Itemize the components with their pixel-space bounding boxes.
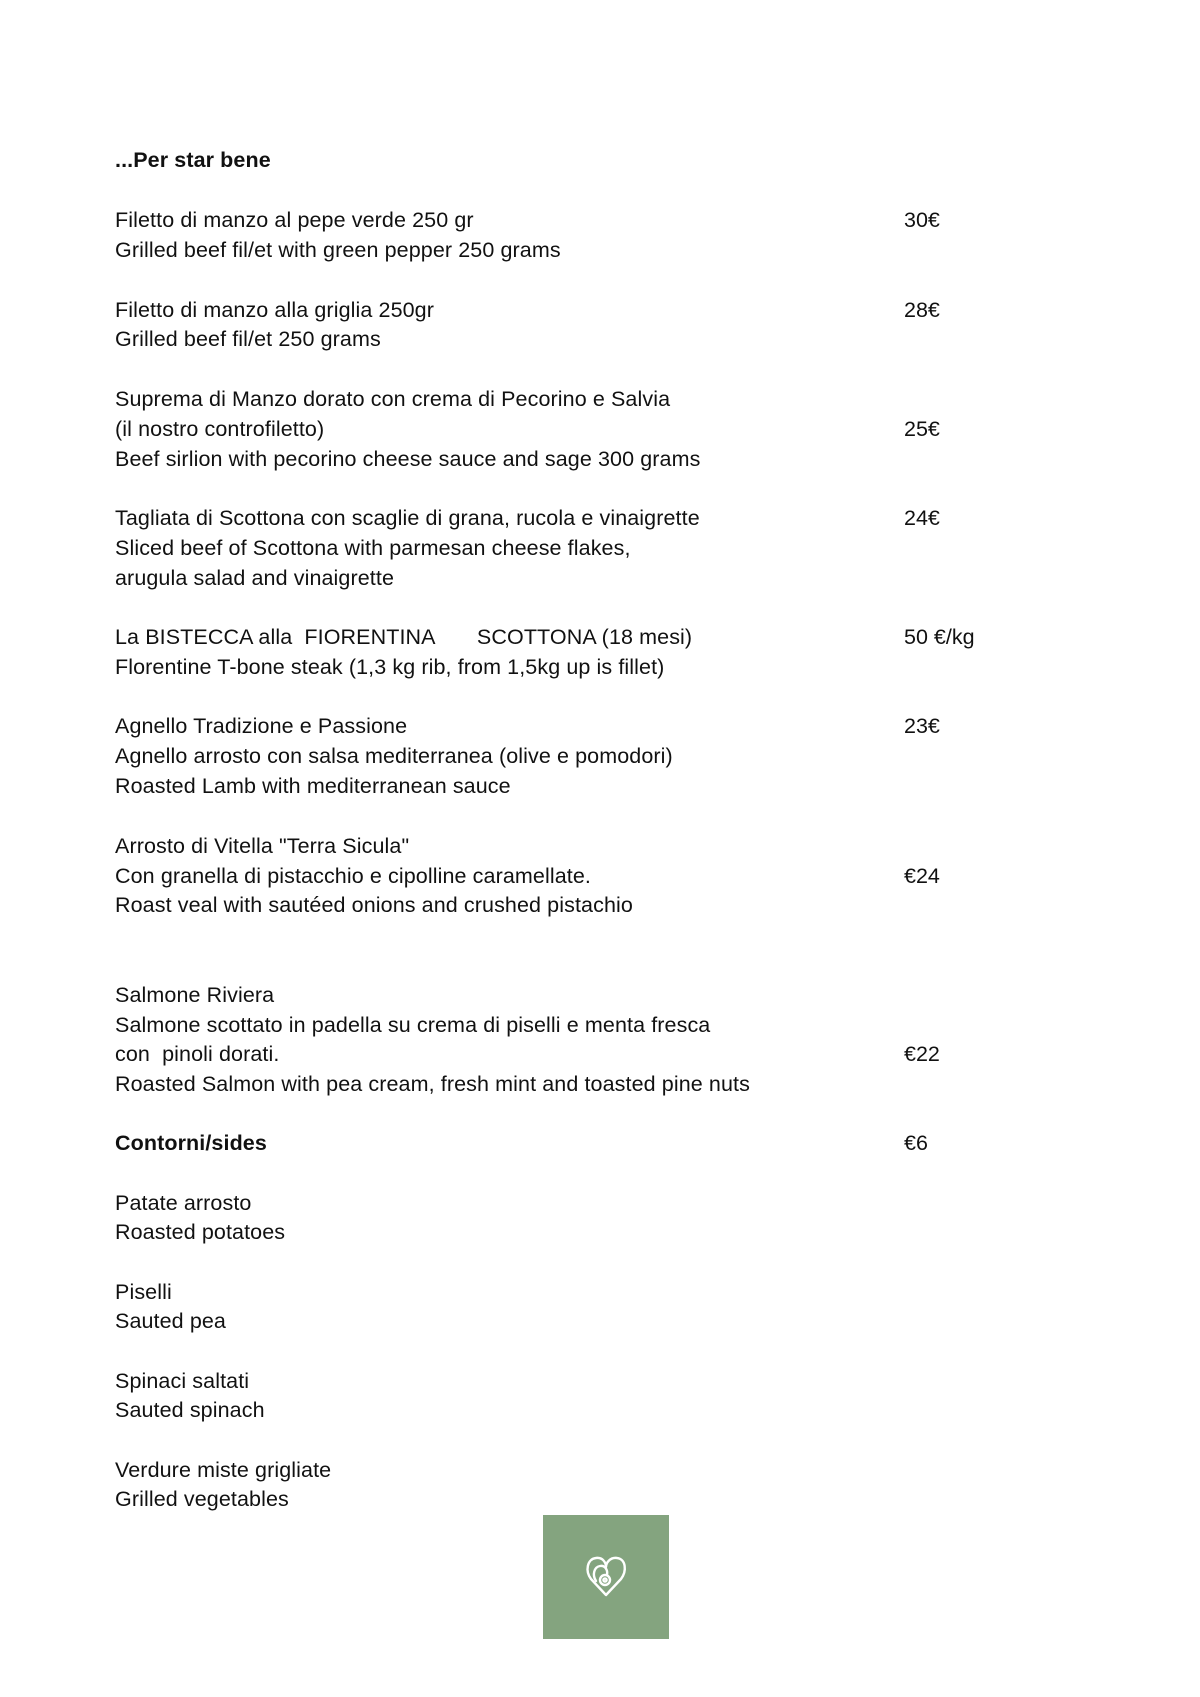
side-translation: Grilled vegetables xyxy=(115,1487,289,1511)
heart-swirl-logo-icon xyxy=(581,1553,631,1601)
item-description: Salmone scottato in padella su crema di piselli e menta fresca xyxy=(115,1013,711,1037)
item-name: Filetto di manzo al pepe verde 250 gr xyxy=(115,208,474,232)
item-description: Beef sirlion with pecorino cheese sauce and sage 300 grams xyxy=(115,447,701,471)
item-price: 50 €/kg xyxy=(904,625,975,649)
item-price: 28€ xyxy=(904,298,940,322)
item-description: Roasted Lamb with mediterranean sauce xyxy=(115,774,511,798)
item-description: Con granella di pistacchio e cipolline caramellate. xyxy=(115,864,591,888)
logo-box xyxy=(543,1515,669,1639)
item-price: 24€ xyxy=(904,506,940,530)
item-name: La BISTECCA alla FIORENTINA SCOTTONA (18 mesi) xyxy=(115,625,693,649)
side-translation: Sauted spinach xyxy=(115,1398,265,1422)
item-name: Salmone Riviera xyxy=(115,983,275,1007)
item-name: Agnello Tradizione e Passione xyxy=(115,714,408,738)
item-name: Filetto di manzo alla griglia 250gr xyxy=(115,298,434,322)
side-translation: Sauted pea xyxy=(115,1309,226,1333)
item-description: (il nostro controfiletto) xyxy=(115,417,325,441)
side-translation: Roasted potatoes xyxy=(115,1220,286,1244)
item-price: 23€ xyxy=(904,714,940,738)
sides-title: Contorni/sides xyxy=(115,1131,267,1155)
section-title: ...Per star bene xyxy=(115,148,271,172)
item-description: Roasted Salmon with pea cream, fresh mint and toasted pine nuts xyxy=(115,1072,750,1096)
item-description: Roast veal with sautéed onions and crushed pistachio xyxy=(115,893,633,917)
item-price: 30€ xyxy=(904,208,940,232)
item-price: 25€ xyxy=(904,417,940,441)
item-price: €22 xyxy=(904,1042,940,1066)
side-name: Patate arrosto xyxy=(115,1191,252,1215)
item-name: Arrosto di Vitella "Terra Sicula" xyxy=(115,834,410,858)
item-description: Grilled beef fil/et with green pepper 250 grams xyxy=(115,238,561,262)
item-name: Suprema di Manzo dorato con crema di Pecorino e Salvia xyxy=(115,387,671,411)
item-description: arugula salad and vinaigrette xyxy=(115,566,395,590)
item-description: Florentine T-bone steak (1,3 kg rib, from 1,5kg up is fillet) xyxy=(115,655,665,679)
side-name: Piselli xyxy=(115,1280,172,1304)
sides-price: €6 xyxy=(904,1131,928,1155)
item-description: Sliced beef of Scottona with parmesan cheese flakes, xyxy=(115,536,631,560)
side-name: Verdure miste grigliate xyxy=(115,1458,332,1482)
item-description: Agnello arrosto con salsa mediterranea (olive e pomodori) xyxy=(115,744,673,768)
item-description: con pinoli dorati. xyxy=(115,1042,280,1066)
side-name: Spinaci saltati xyxy=(115,1369,250,1393)
item-name: Tagliata di Scottona con scaglie di grana, rucola e vinaigrette xyxy=(115,506,700,530)
item-price: €24 xyxy=(904,864,940,888)
item-description: Grilled beef fil/et 250 grams xyxy=(115,327,381,351)
